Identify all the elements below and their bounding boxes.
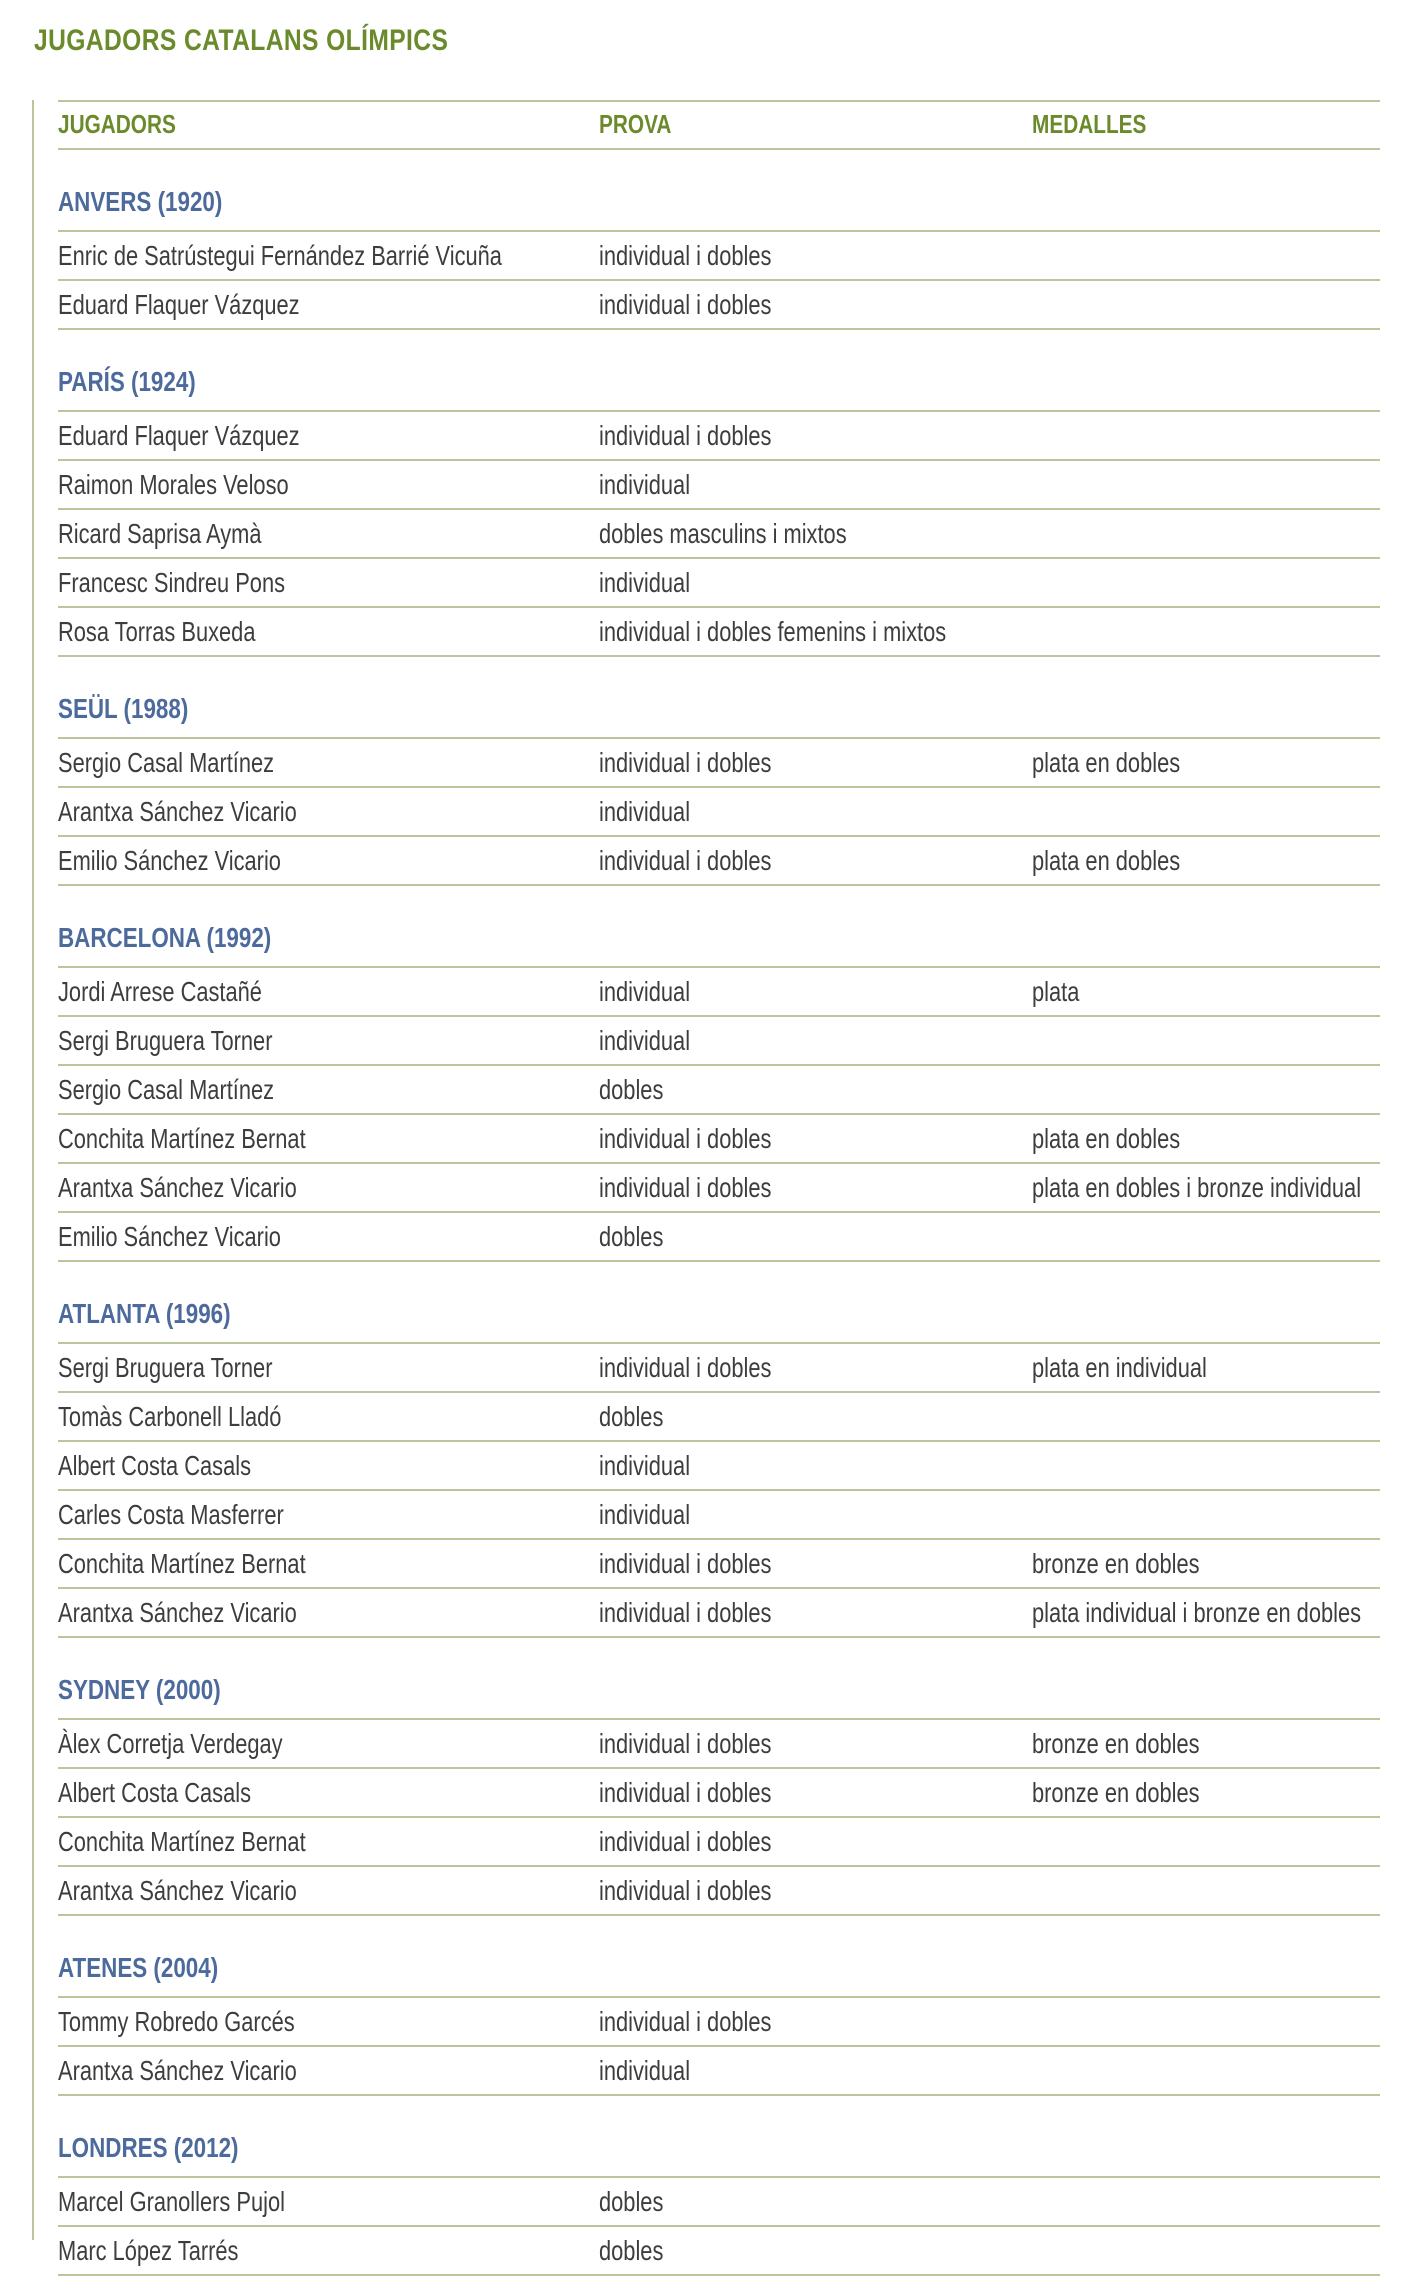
medal-cell: plata individual i bronze en dobles bbox=[1032, 1597, 1362, 1628]
table-row bbox=[58, 1720, 1380, 1769]
section-title: ATENES (2004) bbox=[58, 1952, 219, 1983]
event-cell: individual i dobles bbox=[599, 1548, 772, 1579]
event-cell: individual i dobles bbox=[599, 289, 772, 320]
section-title: SYDNEY (2000) bbox=[58, 1674, 221, 1705]
player-name: Albert Costa Casals bbox=[58, 1450, 252, 1481]
table-row bbox=[58, 1818, 1380, 1867]
left-rule bbox=[32, 100, 34, 2240]
player-name: Conchita Martínez Bernat bbox=[58, 1123, 306, 1154]
event-cell: individual i dobles bbox=[599, 845, 772, 876]
section-heading bbox=[58, 886, 1380, 968]
medal-cell: bronze en dobles bbox=[1032, 1548, 1200, 1579]
player-name: Àlex Corretja Verdegay bbox=[58, 1728, 283, 1759]
player-name: Albert Costa Casals bbox=[58, 1777, 252, 1808]
table-header bbox=[58, 100, 1380, 150]
section-heading bbox=[58, 1916, 1380, 1998]
event-cell: individual i dobles bbox=[599, 1875, 772, 1906]
table-row bbox=[58, 1213, 1380, 1262]
table-row bbox=[58, 739, 1380, 788]
table-row bbox=[58, 1540, 1380, 1589]
event-cell: individual bbox=[599, 2055, 691, 2086]
medal-cell: bronze en dobles bbox=[1032, 1777, 1200, 1808]
event-cell: individual bbox=[599, 567, 691, 598]
section-title: LONDRES (2012) bbox=[58, 2132, 239, 2163]
medal-cell: plata en dobles bbox=[1032, 747, 1181, 778]
event-cell: individual bbox=[599, 796, 691, 827]
event-cell: individual i dobles bbox=[599, 1172, 772, 1203]
table-row bbox=[58, 1867, 1380, 1916]
player-name: Tomàs Carbonell Lladó bbox=[58, 1401, 282, 1432]
table-row bbox=[58, 608, 1380, 657]
event-cell: individual i dobles bbox=[599, 1777, 772, 1808]
table-row bbox=[58, 1589, 1380, 1638]
event-cell: dobles bbox=[599, 1401, 664, 1432]
table-row bbox=[58, 1998, 1380, 2047]
table-row bbox=[58, 1017, 1380, 1066]
page-title: JUGADORS CATALANS OLÍMPICS bbox=[34, 24, 449, 57]
event-cell: individual i dobles bbox=[599, 747, 772, 778]
player-name: Emilio Sánchez Vicario bbox=[58, 1221, 281, 1252]
player-name: Arantxa Sánchez Vicario bbox=[58, 1597, 297, 1628]
header-event: PROVA bbox=[599, 109, 672, 139]
player-name: Francesc Sindreu Pons bbox=[58, 567, 286, 598]
player-name: Arantxa Sánchez Vicario bbox=[58, 1875, 297, 1906]
player-name: Tommy Robredo Garcés bbox=[58, 2006, 295, 2037]
player-name: Rosa Torras Buxeda bbox=[58, 616, 256, 647]
table-row bbox=[58, 559, 1380, 608]
player-name: Carles Costa Masferrer bbox=[58, 1499, 284, 1530]
section-heading bbox=[58, 1262, 1380, 1344]
event-cell: individual bbox=[599, 976, 691, 1007]
table-row bbox=[58, 837, 1380, 886]
table-row bbox=[58, 461, 1380, 510]
player-name: Eduard Flaquer Vázquez bbox=[58, 420, 300, 451]
player-name: Conchita Martínez Bernat bbox=[58, 1548, 306, 1579]
player-name: Sergi Bruguera Torner bbox=[58, 1025, 273, 1056]
event-cell: individual i dobles bbox=[599, 1826, 772, 1857]
event-cell: individual i dobles bbox=[599, 1597, 772, 1628]
section-title: ANVERS (1920) bbox=[58, 186, 223, 217]
event-cell: individual i dobles femenins i mixtos bbox=[599, 616, 947, 647]
table-row bbox=[58, 412, 1380, 461]
event-cell: dobles masculins i mixtos bbox=[599, 518, 847, 549]
medal-cell: plata en individual bbox=[1032, 1352, 1207, 1383]
event-cell: dobles bbox=[599, 1074, 664, 1105]
section-heading bbox=[58, 330, 1380, 412]
header-medals: MEDALLES bbox=[1032, 109, 1147, 139]
table-row bbox=[58, 2178, 1380, 2227]
header-players: JUGADORS bbox=[58, 109, 176, 139]
table-row bbox=[58, 1769, 1380, 1818]
event-cell: individual bbox=[599, 469, 691, 500]
event-cell: individual i dobles bbox=[599, 1728, 772, 1759]
table-row bbox=[58, 1164, 1380, 1213]
player-name: Eduard Flaquer Vázquez bbox=[58, 289, 300, 320]
table-row bbox=[58, 968, 1380, 1017]
player-name: Arantxa Sánchez Vicario bbox=[58, 2055, 297, 2086]
section-title: ATLANTA (1996) bbox=[58, 1298, 231, 1329]
player-name: Raimon Morales Veloso bbox=[58, 469, 289, 500]
table-row bbox=[58, 1442, 1380, 1491]
medal-cell: plata en dobles bbox=[1032, 1123, 1181, 1154]
olympic-players-table bbox=[58, 100, 1380, 2276]
player-name: Sergio Casal Martínez bbox=[58, 1074, 275, 1105]
section-heading bbox=[58, 150, 1380, 232]
event-cell: dobles bbox=[599, 2186, 664, 2217]
table-row bbox=[58, 232, 1380, 281]
event-cell: individual bbox=[599, 1499, 691, 1530]
player-name: Marcel Granollers Pujol bbox=[58, 2186, 285, 2217]
section-title: BARCELONA (1992) bbox=[58, 922, 272, 953]
section-title: SEÜL (1988) bbox=[58, 693, 189, 724]
table-row bbox=[58, 1393, 1380, 1442]
table-row bbox=[58, 281, 1380, 330]
medal-cell: plata en dobles bbox=[1032, 845, 1181, 876]
section-heading bbox=[58, 1638, 1380, 1720]
table-row bbox=[58, 510, 1380, 559]
table-row bbox=[58, 1066, 1380, 1115]
event-cell: dobles bbox=[599, 1221, 664, 1252]
player-name: Arantxa Sánchez Vicario bbox=[58, 1172, 297, 1203]
section-heading bbox=[58, 2096, 1380, 2178]
event-cell: individual bbox=[599, 1450, 691, 1481]
table-row bbox=[58, 1491, 1380, 1540]
player-name: Sergi Bruguera Torner bbox=[58, 1352, 273, 1383]
player-name: Sergio Casal Martínez bbox=[58, 747, 275, 778]
player-name: Arantxa Sánchez Vicario bbox=[58, 796, 297, 827]
player-name: Marc López Tarrés bbox=[58, 2235, 239, 2266]
section-heading bbox=[58, 657, 1380, 739]
player-name: Emilio Sánchez Vicario bbox=[58, 845, 281, 876]
event-cell: individual i dobles bbox=[599, 1352, 772, 1383]
medal-cell: plata bbox=[1032, 976, 1080, 1007]
table-row bbox=[58, 1344, 1380, 1393]
table-body bbox=[58, 150, 1380, 2276]
event-cell: individual bbox=[599, 1025, 691, 1056]
event-cell: individual i dobles bbox=[599, 1123, 772, 1154]
table-row bbox=[58, 1115, 1380, 1164]
table-row bbox=[58, 2227, 1380, 2276]
event-cell: dobles bbox=[599, 2235, 664, 2266]
table-row bbox=[58, 2047, 1380, 2096]
player-name: Conchita Martínez Bernat bbox=[58, 1826, 306, 1857]
table-row bbox=[58, 788, 1380, 837]
event-cell: individual i dobles bbox=[599, 420, 772, 451]
event-cell: individual i dobles bbox=[599, 240, 772, 271]
section-title: PARÍS (1924) bbox=[58, 366, 196, 397]
player-name: Enric de Satrústegui Fernández Barrié Vicuña bbox=[58, 240, 502, 271]
player-name: Ricard Saprisa Aymà bbox=[58, 518, 262, 549]
player-name: Jordi Arrese Castañé bbox=[58, 976, 262, 1007]
event-cell: individual i dobles bbox=[599, 2006, 772, 2037]
medal-cell: plata en dobles i bronze individual bbox=[1032, 1172, 1362, 1203]
medal-cell: bronze en dobles bbox=[1032, 1728, 1200, 1759]
